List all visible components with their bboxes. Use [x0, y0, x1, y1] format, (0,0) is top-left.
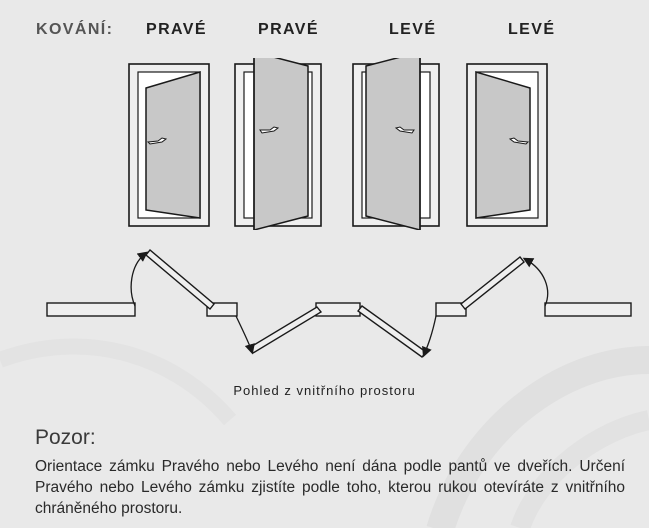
wall-segment [316, 303, 360, 316]
view-caption: Pohled z vnitřního prostoru [233, 383, 416, 398]
swing-arc [236, 316, 252, 352]
door-leaf-plan [249, 307, 321, 353]
column-label-left-1: LEVÉ [389, 21, 437, 38]
floor-plan-diagram [0, 240, 649, 370]
wall-segment [545, 303, 631, 316]
door-elevation-left-inward [466, 58, 548, 228]
wall-segment [47, 303, 135, 316]
note-text: Orientace zámku Pravého nebo Levého není dána podle pantů ve dveřích. Určení Pravého nebo Levého zámku zjistíte podle toho, kterou rukou otevíráte z vnitřního chráněného prostoru. [35, 458, 625, 517]
door-elevation-right-outward [232, 58, 324, 230]
hardware-label: KOVÁNÍ: [36, 21, 114, 38]
door-elevation-right-inward [128, 58, 210, 228]
door-leaf-plan [461, 257, 524, 309]
door-leaf-plan [358, 306, 426, 357]
swing-arc [131, 253, 146, 306]
note-title: Pozor: [35, 426, 96, 449]
column-label-left-2: LEVÉ [508, 21, 556, 38]
column-label-right-2: PRAVÉ [258, 21, 319, 38]
door-leaf-plan [146, 250, 214, 309]
swing-arc [424, 316, 436, 355]
door-elevation-left-outward [350, 58, 442, 230]
swing-arc [525, 259, 548, 306]
column-label-right-1: PRAVÉ [146, 21, 207, 38]
